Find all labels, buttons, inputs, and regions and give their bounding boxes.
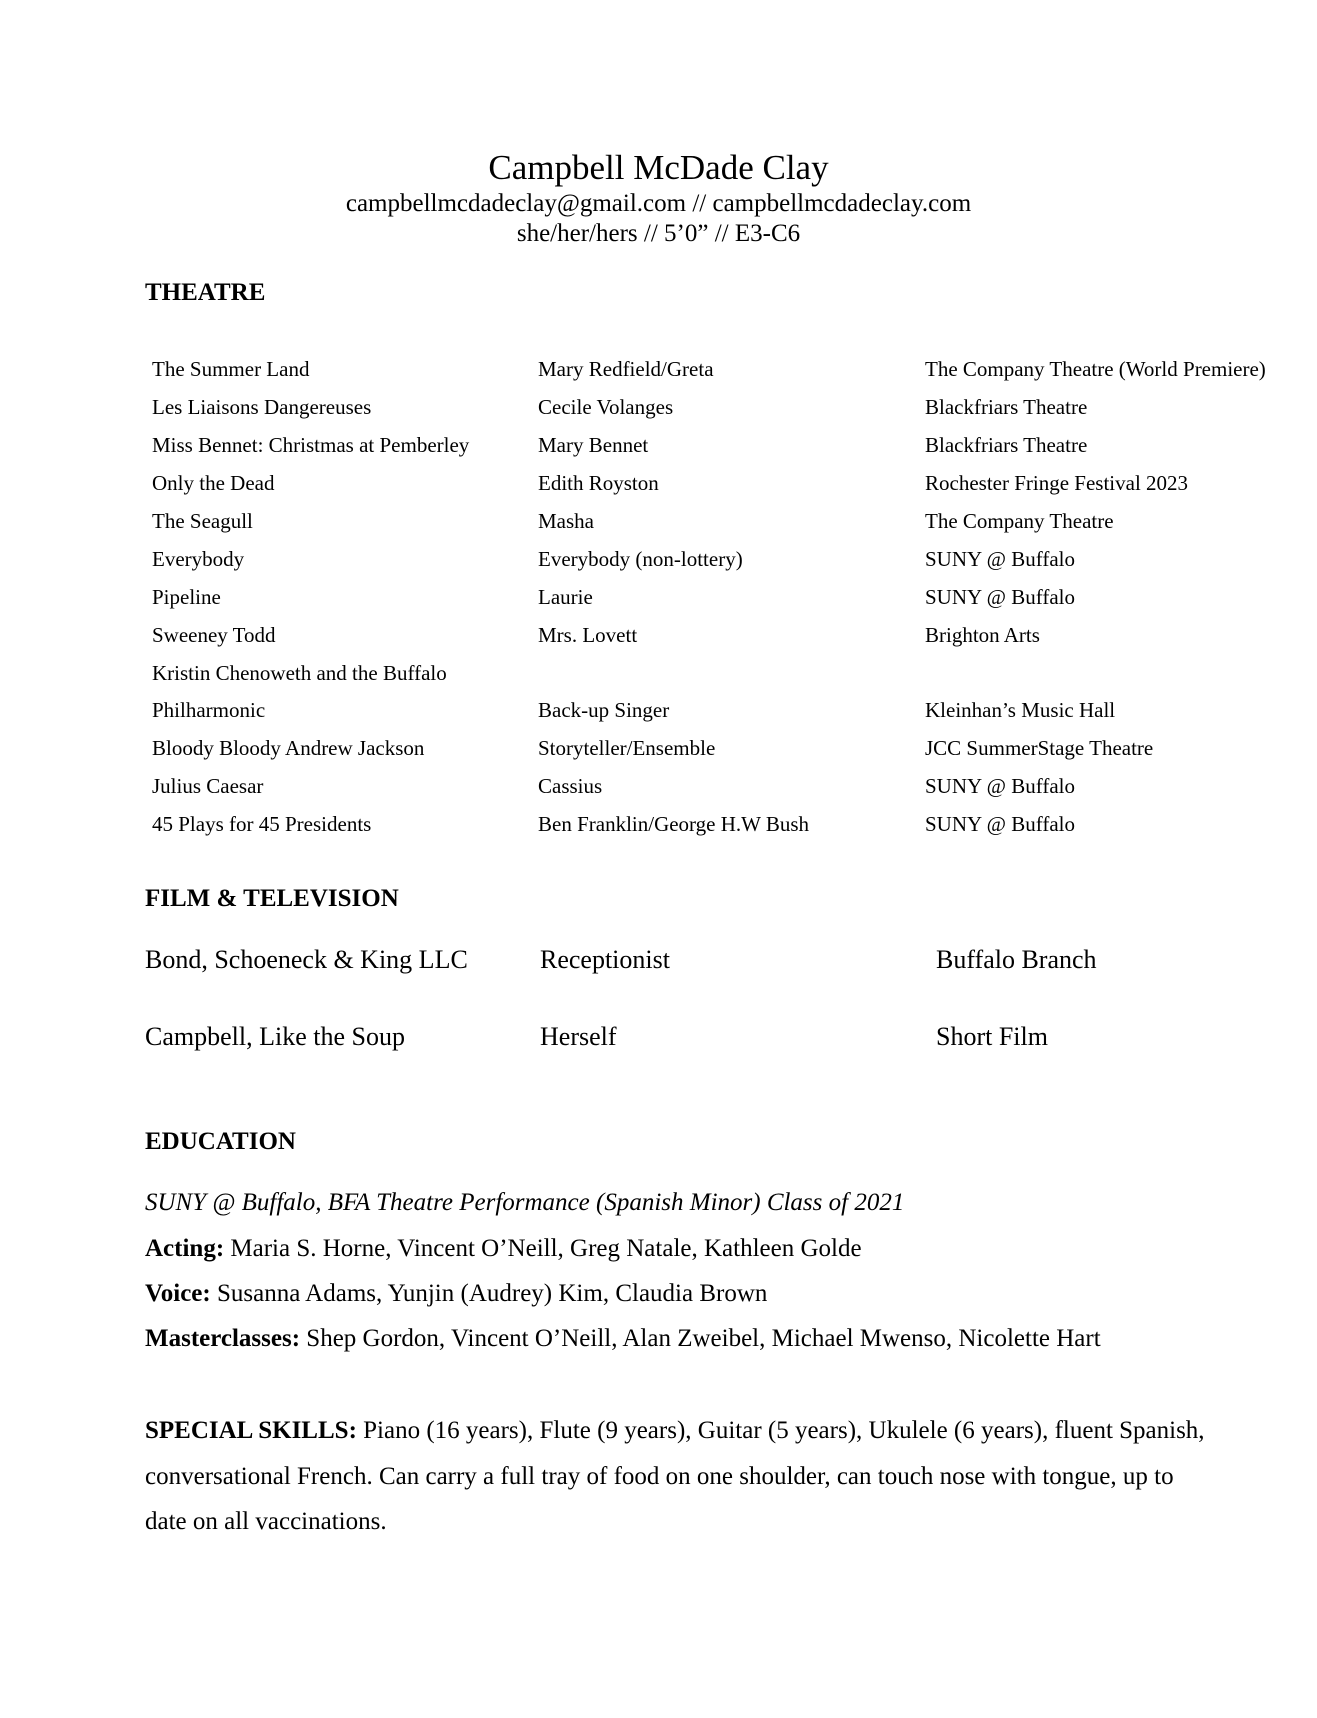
masterclasses-teachers: Shep Gordon, Vincent O’Neill, Alan Zweibel, Michael Mwenso, Nicolette Hart — [300, 1325, 1101, 1352]
venue-cell: SUNY @ Buffalo — [925, 774, 1076, 798]
contact-line: campbellmcdadeclay@gmail.com // campbellmcdadeclay.com — [345, 190, 972, 217]
education-masterclasses — [145, 1324, 1101, 1354]
role-cell: Storyteller/Ensemble — [538, 736, 716, 760]
show-cell: Pipeline — [152, 585, 221, 609]
role-cell: Mary Redfield/Greta — [538, 357, 714, 381]
show-cell: The Seagull — [152, 509, 253, 533]
venue-cell: The Company Theatre (World Premiere) — [925, 357, 1266, 381]
education-heading: EDUCATION — [145, 1128, 296, 1155]
skills-text: Piano (16 years), Flute (9 years), Guitar (5 years), Ukulele (6 years), fluent Spanish, conversational French. Can carry a full tray of food on one shoulder, can touch nose with tongue, up to date on all vaccinations. — [145, 1417, 1205, 1535]
film-heading: FILM & TELEVISION — [145, 885, 399, 912]
venue-cell: SUNY @ Buffalo — [925, 585, 1076, 609]
role-cell: Cecile Volanges — [538, 395, 674, 419]
special-skills — [145, 1408, 1205, 1545]
venue-cell: JCC SummerStage Theatre — [925, 736, 1154, 760]
voice-label: Voice: — [145, 1280, 211, 1307]
role-cell: Receptionist — [540, 945, 670, 974]
venue-cell: SUNY @ Buffalo — [925, 547, 1076, 571]
role-cell: Masha — [538, 509, 594, 533]
role-cell: Mary Bennet — [538, 433, 649, 457]
show-cell: Only the Dead — [152, 471, 275, 495]
show-cell: Julius Caesar — [152, 774, 264, 798]
show-cell: Les Liaisons Dangereuses — [152, 395, 372, 419]
masterclasses-label: Masterclasses: — [145, 1325, 301, 1352]
title-cell: Campbell, Like the Soup — [145, 1022, 405, 1051]
venue-cell: SUNY @ Buffalo — [925, 812, 1076, 836]
skills-label: SPECIAL SKILLS: — [145, 1417, 357, 1444]
acting-label: Acting: — [145, 1235, 225, 1262]
show-cell: The Summer Land — [152, 357, 310, 381]
role-cell: Ben Franklin/George H.W Bush — [538, 812, 810, 836]
role-cell: Cassius — [538, 774, 603, 798]
acting-teachers: Maria S. Horne, Vincent O’Neill, Greg Natale, Kathleen Golde — [224, 1235, 862, 1262]
company-cell: Short Film — [936, 1022, 1048, 1051]
venue-cell: Blackfriars Theatre — [925, 433, 1088, 457]
venue-cell: The Company Theatre — [925, 509, 1114, 533]
details-line: she/her/hers // 5’0” // E3-C6 — [516, 220, 801, 247]
education-voice — [145, 1279, 767, 1309]
show-cell: Kristin Chenoweth and the Buffalo — [152, 661, 447, 685]
title-cell: Bond, Schoeneck & King LLC — [145, 945, 468, 974]
role-cell: Herself — [540, 1022, 617, 1051]
venue-cell: Blackfriars Theatre — [925, 395, 1088, 419]
venue-cell: Kleinhan’s Music Hall — [925, 698, 1116, 722]
voice-teachers: Susanna Adams, Yunjin (Audrey) Kim, Claudia Brown — [210, 1280, 768, 1307]
show-cell: Miss Bennet: Christmas at Pemberley — [152, 433, 470, 457]
role-cell: Edith Royston — [538, 471, 659, 495]
role-cell: Back-up Singer — [538, 698, 670, 722]
show-cell: 45 Plays for 45 Presidents — [152, 812, 372, 836]
resume-name: Campbell McDade Clay — [488, 148, 829, 187]
role-cell: Everybody (non-lottery) — [538, 547, 743, 571]
education-acting — [145, 1234, 862, 1264]
venue-cell: Rochester Fringe Festival 2023 — [925, 471, 1189, 495]
show-cell: Sweeney Todd — [152, 623, 276, 647]
theatre-heading: THEATRE — [145, 279, 266, 306]
show-cell: Philharmonic — [152, 698, 266, 722]
role-cell: Mrs. Lovett — [538, 623, 638, 647]
education-school: SUNY @ Buffalo, BFA Theatre Performance (Spanish Minor) Class of 2021 — [145, 1189, 905, 1216]
company-cell: Buffalo Branch — [936, 945, 1097, 974]
show-cell: Bloody Bloody Andrew Jackson — [152, 736, 425, 760]
role-cell: Laurie — [538, 585, 593, 609]
show-cell: Everybody — [152, 547, 245, 571]
venue-cell: Brighton Arts — [925, 623, 1040, 647]
